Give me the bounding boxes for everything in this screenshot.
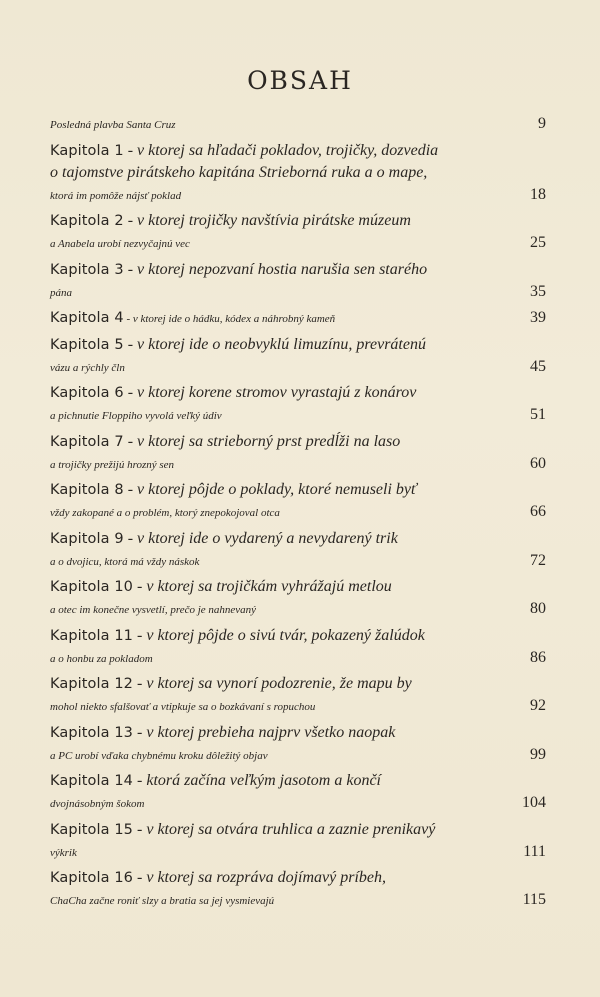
toc-entry bbox=[50, 334, 548, 378]
chapter-description: a PC urobí vďaka chybnému kroku dôležitý objav bbox=[50, 749, 268, 762]
chapter-description: a pichnutie Floppiho vyvolá veľký údiv bbox=[50, 410, 222, 422]
toc-entry-line bbox=[50, 550, 548, 572]
toc-entry-line bbox=[50, 453, 548, 475]
page-number: 39 bbox=[530, 309, 546, 326]
chapter-description: - ktorá začína veľkým jasotom a končí bbox=[133, 772, 381, 789]
page-number: 115 bbox=[522, 891, 546, 908]
chapter-description: Posledná plavba Santa Cruz bbox=[50, 119, 176, 131]
toc-entry bbox=[50, 479, 548, 523]
chapter-label: Kapitola 1 bbox=[50, 142, 124, 159]
chapter-description: ktorá im pomôže nájsť poklad bbox=[50, 189, 182, 202]
chapter-description: výkrik bbox=[50, 846, 77, 859]
toc-entry-line bbox=[50, 695, 548, 717]
toc-entry bbox=[50, 722, 548, 766]
chapter-description: - v ktorej trojičky navštívia pirátske múzeum bbox=[123, 212, 411, 229]
chapter-label: Kapitola 13 bbox=[50, 724, 134, 741]
chapter-label: Kapitola 3 bbox=[50, 261, 124, 278]
chapter-description: - v ktorej ide o neobvyklú limuzínu, prevrátenú bbox=[123, 335, 426, 353]
page-number: 99 bbox=[530, 745, 546, 763]
chapter-description: - v ktorej sa hľadači pokladov, trojičky, dozvedia bbox=[123, 141, 439, 159]
chapter-description: - v ktorej sa rozpráva dojímavý príbeh, bbox=[133, 869, 387, 886]
chapter-label: Kapitola 9 bbox=[50, 530, 124, 547]
page-number: 66 bbox=[530, 503, 546, 520]
page-number: 18 bbox=[530, 185, 546, 203]
chapter-description: - v ktorej sa strieborný prst predĺži na laso bbox=[123, 432, 401, 450]
chapter-description: - v ktorej prebieha najprv všetko naopak bbox=[133, 723, 396, 741]
chapter-label: Kapitola 4 bbox=[50, 310, 124, 326]
chapter-description: ChaCha začne roniť slzy a bratia sa jej vysmievajú bbox=[50, 895, 275, 907]
chapter-label: Kapitola 8 bbox=[50, 482, 124, 498]
toc-entry-line bbox=[50, 819, 548, 841]
toc-entry bbox=[50, 307, 548, 329]
chapter-description: vázu a rýchly čln bbox=[50, 361, 125, 374]
toc-entry bbox=[50, 140, 548, 206]
chapter-label: Kapitola 15 bbox=[50, 821, 134, 838]
page-number: 72 bbox=[530, 551, 546, 569]
chapter-description: a o dvojicu, ktorá má vždy náskok bbox=[50, 555, 200, 568]
toc-entry-line bbox=[50, 307, 548, 329]
page-number: 51 bbox=[530, 406, 546, 423]
page-number: 35 bbox=[530, 282, 546, 300]
page-number: 25 bbox=[530, 234, 546, 251]
table-of-contents bbox=[50, 113, 548, 916]
page-number: 45 bbox=[530, 357, 546, 375]
chapter-label: Kapitola 14 bbox=[50, 773, 134, 789]
toc-entry-line bbox=[50, 528, 548, 550]
toc-entry-line bbox=[50, 598, 548, 620]
toc-entry bbox=[50, 819, 548, 863]
toc-entry-line bbox=[50, 356, 548, 378]
chapter-label: Kapitola 16 bbox=[50, 870, 134, 886]
page-number: 92 bbox=[530, 697, 546, 714]
toc-entry-line bbox=[50, 841, 548, 863]
chapter-label: Kapitola 10 bbox=[50, 579, 134, 595]
toc-entry bbox=[50, 528, 548, 572]
chapter-description: a trojičky prežijú hrozný sen bbox=[50, 458, 175, 471]
toc-entry-line bbox=[50, 382, 548, 404]
toc-entry bbox=[50, 770, 548, 814]
chapter-description: - v ktorej ide o hádku, kódex a náhrobný kameň bbox=[123, 313, 336, 325]
chapter-description: pána bbox=[50, 286, 72, 299]
toc-entry-line bbox=[50, 744, 548, 766]
toc-entry-line bbox=[50, 210, 548, 232]
chapter-description: - v ktorej pôjde o poklady, ktoré nemuseli byť bbox=[123, 481, 417, 498]
toc-entry-line bbox=[50, 501, 548, 523]
chapter-label: Kapitola 7 bbox=[50, 433, 124, 450]
chapter-label: Kapitola 2 bbox=[50, 213, 124, 229]
toc-entry bbox=[50, 382, 548, 426]
chapter-description: mohol niekto sfalšovať a vtipkuje sa o bozkávaní s ropuchou bbox=[50, 701, 316, 713]
toc-entry bbox=[50, 576, 548, 620]
toc-entry-line bbox=[50, 232, 548, 254]
chapter-description: vždy zakopané a o problém, ktorý znepokojoval otca bbox=[50, 507, 280, 519]
chapter-description: - v ktorej nepozvaní hostia narušia sen starého bbox=[123, 260, 428, 278]
toc-entry-line bbox=[50, 792, 548, 814]
toc-entry-line bbox=[50, 867, 548, 889]
toc-entry-line bbox=[50, 404, 548, 426]
chapter-description: dvojnásobným šokom bbox=[50, 798, 145, 810]
toc-entry bbox=[50, 259, 548, 303]
toc-entry bbox=[50, 867, 548, 911]
toc-entry-line bbox=[50, 184, 548, 206]
chapter-label: Kapitola 12 bbox=[50, 676, 134, 692]
chapter-description: a o honbu za pokladom bbox=[50, 652, 153, 665]
toc-entry-line bbox=[50, 140, 548, 162]
toc-entry bbox=[50, 625, 548, 669]
toc-entry-line bbox=[50, 431, 548, 453]
chapter-description: - v ktorej korene stromov vyrastajú z konárov bbox=[123, 384, 417, 401]
page-number: 80 bbox=[530, 600, 546, 617]
page-number: 9 bbox=[538, 115, 546, 132]
toc-entry bbox=[50, 673, 548, 717]
toc-entry-line bbox=[50, 647, 548, 669]
toc-entry-line bbox=[50, 889, 548, 911]
toc-entry bbox=[50, 113, 548, 135]
toc-entry bbox=[50, 431, 548, 475]
chapter-description: - v ktorej sa trojičkám vyhrážajú metlou bbox=[133, 578, 392, 595]
chapter-description: a Anabela urobí nezvyčajnú vec bbox=[50, 238, 190, 250]
chapter-label: Kapitola 11 bbox=[50, 627, 134, 644]
toc-entry-line bbox=[50, 770, 548, 792]
chapter-description: a otec im konečne vysvetlí, prečo je nahnevaný bbox=[50, 604, 257, 616]
toc-entry-line bbox=[50, 162, 548, 184]
toc-entry-line bbox=[50, 673, 548, 695]
chapter-description: - v ktorej sa otvára truhlica a zaznie prenikavý bbox=[133, 820, 436, 838]
toc-entry-line bbox=[50, 722, 548, 744]
chapter-description: - v ktorej ide o vydarený a nevydarený trik bbox=[123, 529, 398, 547]
toc-entry bbox=[50, 210, 548, 254]
page-number: 104 bbox=[522, 794, 546, 811]
toc-entry-line bbox=[50, 479, 548, 501]
toc-entry-line bbox=[50, 334, 548, 356]
chapter-description: - v ktorej sa vynorí podozrenie, že mapu by bbox=[133, 675, 412, 692]
chapter-label: Kapitola 6 bbox=[50, 385, 124, 401]
page-number: 111 bbox=[523, 842, 546, 860]
chapter-description: - v ktorej pôjde o sivú tvár, pokazený žalúdok bbox=[133, 626, 425, 644]
toc-entry-line bbox=[50, 625, 548, 647]
page-number: 86 bbox=[530, 648, 546, 666]
toc-entry-line bbox=[50, 576, 548, 598]
toc-entry-line bbox=[50, 281, 548, 303]
chapter-label: Kapitola 5 bbox=[50, 336, 124, 353]
toc-entry-line bbox=[50, 259, 548, 281]
chapter-description: o tajomstve pirátskeho kapitána Strieborná ruka a o mape, bbox=[50, 163, 428, 181]
page-title: OBSAH bbox=[247, 66, 353, 95]
toc-entry-line bbox=[50, 113, 548, 135]
page-number: 60 bbox=[530, 454, 546, 472]
